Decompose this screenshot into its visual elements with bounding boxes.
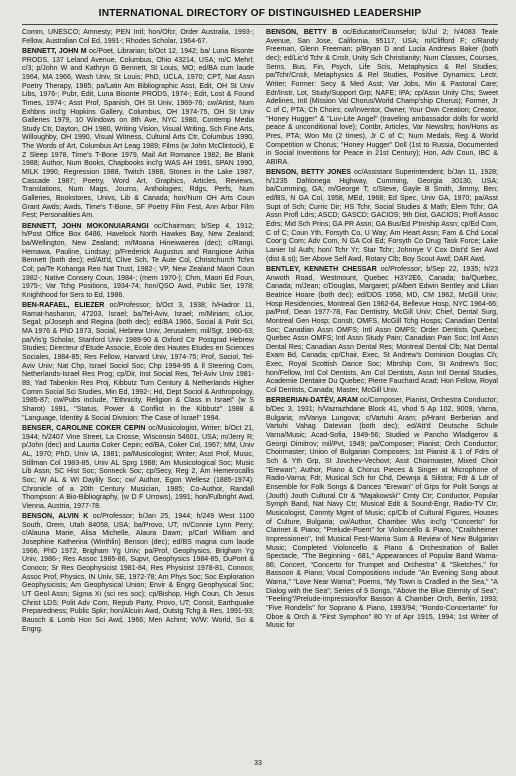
entry-name: BENSON, BETTY JONES [266,169,352,177]
entry-text: Comm, UNESCO; Amnesty; PEN Intl; hon/Ofcr, Order Australia, 1993-; Fellow, Australian Col Ed, 1991-; Rhodes Scholar, 1964-67. [22,29,254,45]
entry-name: BERBERIAN-DATÈV, ARAM [266,397,358,405]
directory-entry [266,397,498,631]
page-header: INTERNATIONAL DIRECTORY OF DISTINGUISHED LEADERSHIP [22,6,498,25]
directory-entry [266,29,498,168]
page-number: 33 [254,760,262,767]
directory-entry [22,48,254,221]
right-column [266,29,498,636]
columns [22,29,498,636]
entry-name: BENSON, BETTY B [266,29,338,36]
directory-entry [266,266,498,396]
entry-text: oc/Professor; b/Sep 22, 1935; h/23 Anwoth Road, Westmount, Quebec H3Y2E6, Canada; ba/Quebec, Canada; m/Jean; c/Douglas, Margaret; p/Albert Edwin Bentley and Lilian Beatrice Hoare (both dec); ed/DDS 1958, MD, CM 1962, McGill Univ; Hosp Residencies, Montreal Gen 1962-64, Bellevue Hosp, NYC 1964-66; pa/Prof, Dean 1977-78, Fac Dentistry, McGill Univ; Chief, Dental Surg, Montreal Gen Hosp; Conslt, OMFS, McGill Tchg Hosps; Canadian Dental Soc; Canadian Assn OMFS; Intl Assn OMFS; Order Dentists Quebec; Quebec Assn OMFS; Intl Assn Study Pain; Canadian Pain Soc; Intl Assn Dental Res; Canadian Assn Dental Res; Montreal Dental Clb; Nat Dental Exam Bd, Canada; cp/Chair, Exec, St Andrew's Dominion Douglas Ch; Exec, Royal Scottish Dance Soc; Mbrship Com, St Andrew's Soc; hon/Fellow, Intl Col Dentists, Am Col Dentists, Assn Intl Dental Studies, Academie Dentaire Du Quebec; Pierre Fauchard Acad; Hon Fellow, Royal Col Dentists, Canada; Master, McGill Univ. [266,265,498,395]
entry-name: BEN-RAFAEL, ELIEZER [22,302,105,310]
entry-text: oc/Musicologist, Writer; b/Oct 21, 1944; h/2407 Vine Street, La Crosse, Wisconsin 54601, USA; m/Jerry R; p/John (dec) and Laurita Coker Cepin; ed/BA, Coker Col, 1967; MM, Univ AL, 1970; PhD, Univ IA, 1981; pa/Musicologist; Writer; Asst Prof, Music, Stillman Col 1983-85, Univ AL Sprg 1988; Am Musicological Soc; Music Lib Assn; SC Hist Soc; Sonneck Soc; cp/Secy, Reg 2, Am Hemerocallis Soc; W AL & WI Daylily Soc; cw/ Author, Egon Wellesz (1885-1974): Chronicle of a 20th Century Musician, 1985; Co-Author, Randall Thompson: A Bio-Bibliography, (w D F Urrows), 1991; hon/Fulbright Awd, Vienna, Austria, 1977-78. [22,424,254,510]
entry-text: oc/Composer, Pianist, Orchestra Conductor; b/Dec 3, 1931; h/Vazrazhdane Block 41, vhod 5 Ap 102, 9009, Varna, Bulgaria; m/Vanya Lungova; c/Vartuhi Aram; p/Hrant Berberian and Vartuhi Vahag Datevian (both dec); ed/Att'd Deutsche Schule Varna/Music; Acad-Sofia, 1949-56; Studied w Pancho Wladigerov & Georgi Dimitrov; mil/Pvt, 1949; pa/Composer; Pianist; Orch Conductor; Choirmaster; Union of Bulgarian Composers; 1st Pianist & 1 of Fdrs of Sch & Yth Grp, St Jovchev-Vechovt; Asst Choirmaster, Mixed Choir "Erewan"; Author, Piano & Chorus Pieces & Singer at Microphone of Radio-Varna; Fdr, Musical Sch for Chd, Dewnja & Silistra; Fdr & Ldr of Ensemble for Folk Songs & Dances "Erewan" of Grps for Polit Songs at (Jouth) Jouth Cultural Ctr & "Majakowski" Cmty Ctr; Conductor, Popular Symph Band, Nat Navy Ctr; Musical Edit & Sound-Engr, Radio-TV Ctr; Musicologist, Conmty Mgmt of Music; cp/Clb of Cultural Figures, Houses of Culture, Bulgaria; cw/Author, Chamber Wks incl'g "Concerto" for Clarinet & Piano; "Prelude-Poem" for Violoncello & Piano, "Crailsheimer Impressionen", Intl Musical Fest-Warna Sum & Review of New Bulgarian Music; Completed Violoncello & Piano & Orchestration of Ballet Spectacle, "The Beginning - 681," Appearances of Popular Band Warna-86; Concert, "Concerto for Trumpet and Orchestra" & "Sketches," for Bassoon & Piano; Vocal Compositions include "An Evening Song about Warna," "Love Near Warna"; Poems, "My Town is Cradled in the Sea," "A Dialog with the Sea"; Series of 9 Songs, "Above the Blue Eternity of Sea"; "Feeling"/Prelude-Impression/for Basson & Chamber Orch, Berlin, 1993; "Five Rondelis" for Soprano & Piano, 1993/94; "Rondo-Concertante" for Oboe & Orch & "First Symphon" 80 Yr of Apr 1915, 1994; 1st Writer of Music for [266,397,498,630]
entry-name: BENNETT, JOHN MOKONUIARANGI [22,222,149,230]
entry-text: oc/Professor; b/Oct 3, 1938; h/Hadror 11, Ramat-hasharon, 47203, Israel; ba/Tel-Aviv, Israel; m/Miriam; c/Lior, Segal; p/Joseph and Regina (both dec); ed/BA 1966, Social & Polit Sci, MA 1976 & PhD 1973, Social, Hebrew Univ, Jerusalem; mil/Sgt, 1960-63; pa/Vis'g Scholar, Stanford Univ 1989-90 & Oxford Ctr Postgrad Hebrew Studies; Directeur d'Etude Associe, Ecole des Hautes Etudes en Sciences Sociales, 1984-85; Res Fellow, Harvard Univ, 1974-75; Prof, Sociol, Tel-Aviv Univ; Nat Chp, Israel Sociol Soc; Chp 1994-95 & Il Steering Com, Netherlands-Israel Res Prog; cp/Dir, Inst Social Res, Tel-Aviv Univ 1981-89, Yad Tabenkin Res Proj, Kibbutz Turn Century & Netherlands Higher Comm Social Sci Studies, Min Ed, 1992-; Hd, Dept Sociol & Anthropology, 1985-87; cw/Pubs include, "Ethnicity, Religion & Class in Israel" (w S Sharot) 1991, "Status, Power & Conflict in the Kibbutz" 1988 & "Language, Identity & Social Division: The Case of Israel" 1994. [22,302,254,422]
directory-entry [266,169,498,264]
directory-entry [22,425,254,512]
directory-entry [22,302,254,423]
entry-text: oc/Professor; b/Jan 25, 1944; h/249 West 1100 South, Orem, Utah 84058, USA; ba/Provo, UT; m/Connie Lynn Perry; c/Alauna Marie, Alisa Michelle, Alaura Dawn; p/Carl William and Josephine Katherina (Winthlin) Benson (dec); ed/BS magna cum laude 1966, PhD 1972, Brigham Yg Univ; pa/Prof, Geophysics, Brigham Yg Univ, 1986-; Res Assoc 1985-86, Supvr, Geophysics 1984-85, DuPont & Conoco; Sr Res Geophysicist 1981-84, Res Physicist 1978-81, Conoco; Assoc Prof, Physics, IN Univ, SE, 1972-78; Am Phys Soc; Soc Exploration Geophysicists; Am Geophysical Union; Envir & Engrg Geophysical Soc; UT Geol Assn; Sigma Xi (sci res soc); cp/Bishop, High Coun, Ch Jesus Christ LDS; Polit Adv Com, Repub Party, Provo, UT; Consit, Earthquake Preparedness; Public Spkr; hon/Alcuin Awd, Outstg Tchg & Res, 1991-93; Bausch & Lomb Hon Sci Awd, 1966; Men Achmt; W/W: World, Sci & Engrg. [22,513,254,633]
entry-name: BENTLEY, KENNETH CHESSAR [266,265,377,273]
directory-entry [22,29,254,46]
directory-entry [22,223,254,301]
entry-text: oc/Poet, Librarian; b/Oct 12, 1942; ba/ Luna Bisonte PRODS, 137 Leland Avenue, Columbus, Ohio 43214, USA; m/C Mehrl; c/3; p/John W and Kathryn G Bennett, St Louis, MO; ed/BA cum laude 1964, MA 1966, Wash Univ, St Louis; PhD, UCLA, 1970; CPT, Nat Assn Poetry Therapy, 1985; pa/Latin Am Bibliographic Asst, Edit, OH St Univ Libs, 1976-; Pubr, Edit, Luna Bisonte PRODS, 1974-; Edit, Lost & Found Times, 1974-; Asst Prof, Spanish, OH St Univ, 1969-76; cw/Artist, Num Exhbns incl'g Hopkins Gallery, Columbus, OH 1974-75, OH St Univ Galleries 1979, 10 Windows on 8th Ave, NYC 1980, Contemp Media Study Ctr, Dayton, OH 1980, Writing Vision, Visual Writing, Sch Fine Arts, Willoughby, OH 1990, Visual Witness, Cultural Arts Ctr, Columbus 1990, The Words of Art, Columbus Art Leag 1989; Films (w John McClintock), E Z Sleep 1978, Time's T-Bone 1979, Mail Art Romance 1982, Be Blank 1988; Author, Num Books, Chapbooks incl'g WAS AH 1991, SPAN 1990, MILK 1990, Regression 1988, Twitch 1988, Stones in the Lake 1987, Cascade 1987; Poetry, Word Art, Graphics, Articles, Reviews, Translations, Num Mags, Journs, Anthologies; Rdgs, Perfs, Num Galleries, Bookstores, Univs, Lib & Canada; hon/Num OH Arts Coun Grant Awds; Awds, Time's T-Bone, SF Poetry Film Fest, Ann Arbor Film Fest; Personalities Am. [22,47,254,220]
left-column [22,29,254,636]
entry-name: BENNETT, JOHN M [22,47,87,55]
entry-text: oc/Chairman; b/Sep 4, 1912; h/Post Office Box 6486, Havelock North Hawkes Bay, New Zealand; ba/Wellington, New Zealand; m/Moana Hineiwaerea (dec); c/Rangi, Hemawa, Pauline, Lindsay; p/Frederick Augustus and Rangiose Arihia Bennett (both dec); ed/Att'd, Clive Sch, Te Aute Col, Christchurch Tchrs Col; pa/Te Kohanga Reo Nat Trust, 1982-; VP, New Zealand Maori Coun 1982-; Native Consery Coun, 1984-; (mem 1970-); Chm, Maori Ed Foun, 1975-; Var Tchg Positions, 1934-74; hon/QSO Awd, Public Ser, 1978; Knighthood for Sers to Ed, 1986. [22,222,254,299]
directory-entry [22,513,254,634]
entry-name: BENSER, CAROLINE COKER CEPIN [22,424,146,432]
entry-text: oc/Assistant Superintendent; b/Jan 11, 1928; h/1235 Dahlonega Highway, Cumming, Georgia 30130, USA; ba/Cumming, GA; m/George T; c/Steve, Gayle B Smith, Jimmy, Ben; ed/BS, N GA Col, 1958, MEd, 1968; Ed Spec, Univ GA, 1970; pa/Asst Supt of Sch; Curric Dir; HS Tchr, Social Studies & Math; Elem Tchr; GA Assn Profl Ldrs; ASCD; GASCD; GACIOS; 9th Dist, GACIOS; Profl Assoc Edrs; Mid Sch Prins; GA PR Assn; GA Bus/Ed P'tnrship Assn; cp/Ed Com, C of C; Coun Yth, Forsyth Co, U Way; Am Heart Assn; Fam & Chd Local Coor'g Com; Adv Com, N GA Col Ed; Forsyth Co Drug Task Force; Lake Lanier Isl Auth; hon/ Tchr Yr; Star Tchr; Johnnye V Cox Dist'd Ser Awd (dist & st); Ser Above Self Awd, Rotary Clb; Boy Scout Awd; DAR Awd. [266,169,499,263]
entry-text: oc/Educator/Counselor; b/Jul 2; h/4083 Teale Avenue, San Jose, California, 95117, USA; m/Clifford F; c/Randy Freeman, Glenn Freeman; p/Bryan D and Lucia Andrews Baker (both dec); ed/Lic'd Tchr & Cnslr, Unity Sch Christianity; Num Classes, Courses, Sems, Bus, Fin, Psych, Life Scis, Metaphysics & Rel Studies; pa/Tchr/Cnslr, Metaphysics & Rel Studies, Positive Dynamics; Lectr, Writer; Former: Secy & Med Asst; Var Jobs, Min & Pastoral Care; Edr/Instr, Lot, Study/Support Grp; NAFE; IPA; cp/Assn Unity Chs; Sweet Adelines, Intl (Mission Val Chorus/World Champ'ship Chorus); Former, Jr C of C, PTA; Ch Choirs; cw/Inventor, Owner, Your Own Creation; Creator, "Honey Hugger" & "Luv-Lite Angel" (traveling ambassador dolls for world peace & unconditional love); Contbr, Articles, Var Newsltrs; hon/Hons as Pres, PTA; Won Mo (2 times), Jr C of C; Num Medals, Reg & World Competition w Chorus; "Honey Hugger" Doll (1st to Russia, Documented in Social Inventions for Peace in 21st Century); Hon, Adv Coun, IBC & ABIRA. [266,29,498,166]
entry-name: BENSON, ALVIN K [22,513,89,521]
